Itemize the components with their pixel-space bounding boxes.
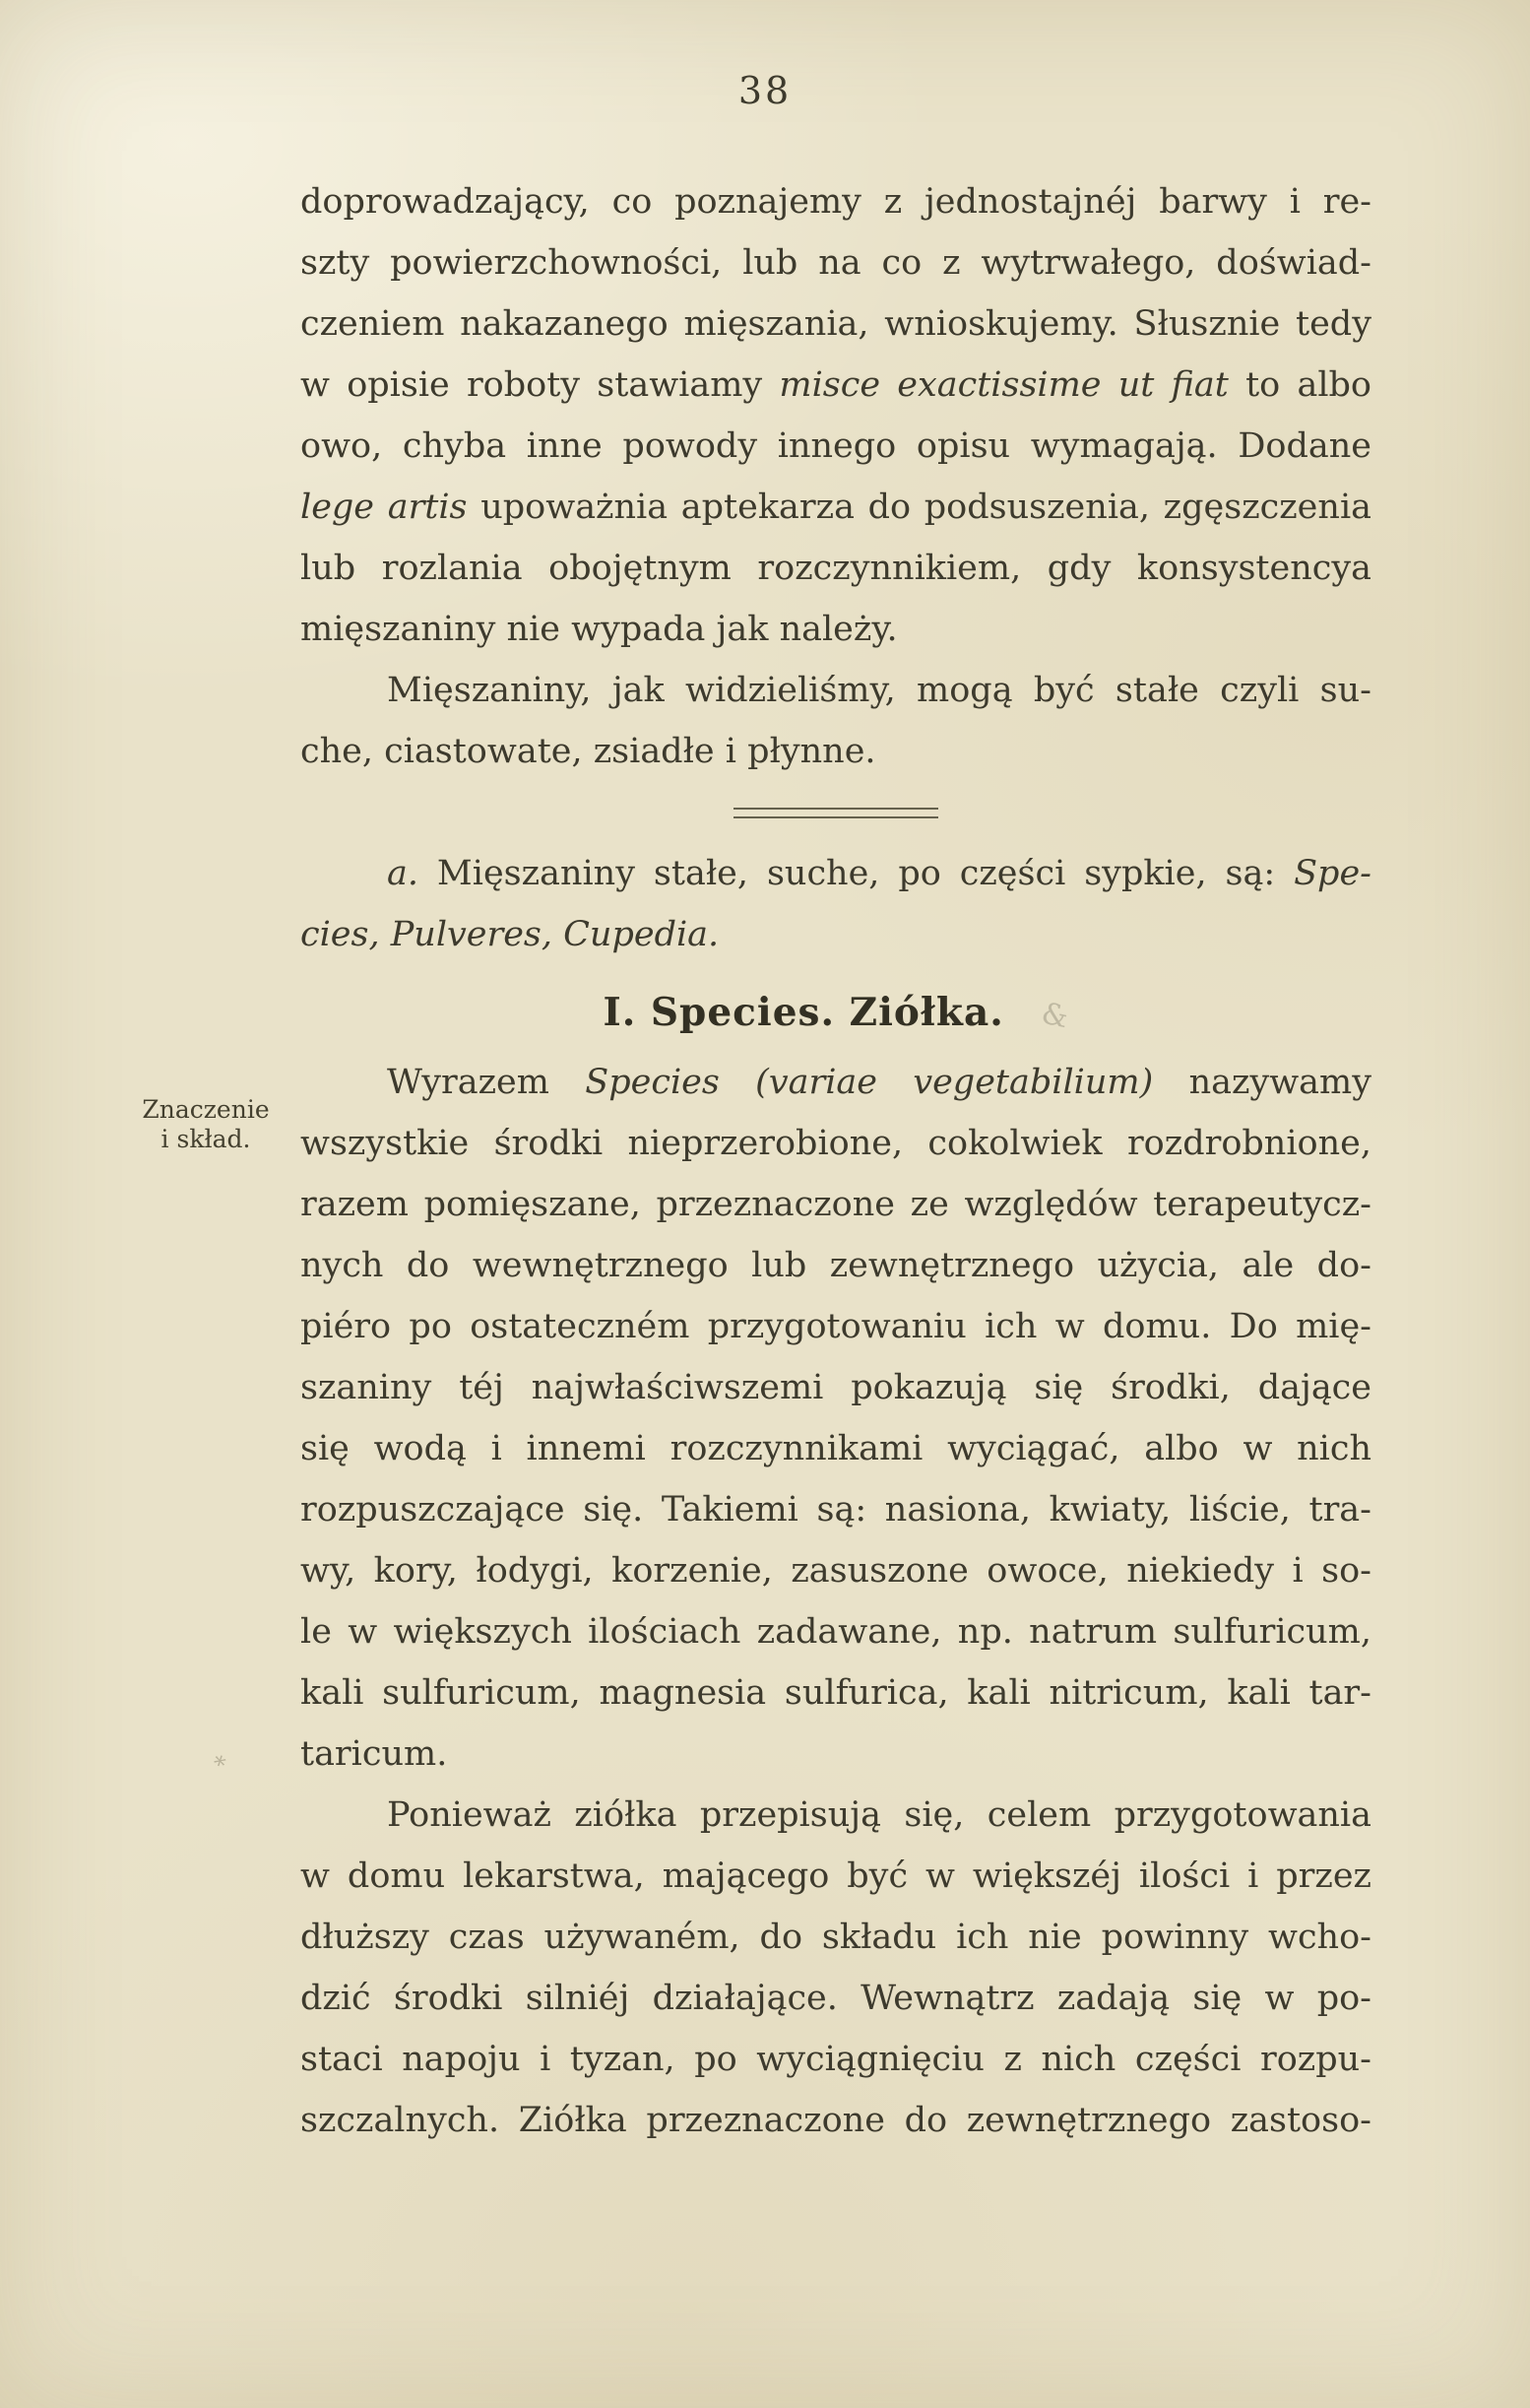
margin-smudge: * <box>208 1749 229 1781</box>
text-line <box>300 1357 1371 1418</box>
paragraph <box>300 843 1371 965</box>
text-segment: wszystkie środki nieprzerobione, cokolwiek rozdrobnione, <box>300 1124 1371 1163</box>
text-line <box>300 232 1371 293</box>
text-segment: upoważnia aptekarza do podsuszenia, zgęszczenia <box>467 488 1371 527</box>
text-line <box>300 355 1371 416</box>
ink-smudge: & <box>1038 996 1072 1036</box>
text-segment: kali sulfuricum, magnesia sulfurica, kali nitricum, kali tar- <box>300 1673 1371 1713</box>
text-line <box>300 1235 1371 1296</box>
paragraph <box>300 1052 1371 1785</box>
text-line <box>300 1785 1371 1846</box>
text-line <box>300 1479 1371 1540</box>
text-segment: Species (variae vegetabilium) <box>585 1063 1154 1102</box>
paragraph <box>300 1785 1371 2151</box>
text-line <box>300 1846 1371 1907</box>
text-segment: doprowadzający, co poznajemy z jednostajnéj barwy i re- <box>300 182 1371 222</box>
text-line <box>300 660 1371 721</box>
text-segment: Wyrazem <box>387 1063 586 1102</box>
text-segment: rozpuszczające się. Takiemi są: nasiona, kwiaty, liście, tra- <box>300 1490 1371 1529</box>
text-line <box>300 1907 1371 1968</box>
text-segment: szczalnych. Ziółka przeznaczone do zewnętrznego zastoso- <box>300 2101 1371 2140</box>
text-line <box>300 904 1371 965</box>
text-segment: się wodą i innemi rozczynnikami wyciągać, albo w nich <box>300 1429 1371 1468</box>
text-line <box>300 477 1371 538</box>
divider-rule <box>733 808 938 818</box>
text-line <box>300 1052 1371 1113</box>
text-line <box>300 2029 1371 2090</box>
text-segment: misce exactissime ut fiat <box>779 365 1229 405</box>
text-segment: che, ciastowate, zsiadłe i płynne. <box>300 732 876 771</box>
text-segment: nazywamy <box>1153 1063 1371 1102</box>
section-divider <box>300 782 1371 843</box>
paragraph <box>300 660 1371 782</box>
paragraph <box>300 171 1371 660</box>
text-segment: dłuższy czas używaném, do składu ich nie powinny wcho- <box>300 1918 1371 1957</box>
text-segment: dzić środki silniéj działające. Wewnątrz zadają się w po- <box>300 1979 1371 2018</box>
margin-note-line: Znaczenie <box>142 1095 270 1124</box>
text-segment: staci napoju i tyzan, po wyciągnięciu z nich części rozpu- <box>300 2040 1371 2079</box>
margin-note-line: i skład. <box>160 1125 251 1153</box>
text-line <box>300 171 1371 232</box>
text-segment: w opisie roboty stawiamy <box>300 365 780 405</box>
text-segment: mięszaniny nie wypada jak należy. <box>300 610 898 649</box>
text-line <box>300 293 1371 355</box>
section-heading <box>300 965 1371 1052</box>
text-segment: razem pomięszane, przeznaczone ze względów terapeutycz- <box>300 1185 1371 1224</box>
text-line <box>300 599 1371 660</box>
text-segment: w domu lekarstwa, mającego być w większéj ilości i przez <box>300 1856 1371 1896</box>
text-line <box>300 1601 1371 1662</box>
text-segment: Mięszaniny, jak widzieliśmy, mogą być stałe czyli su- <box>387 671 1371 710</box>
text-line <box>300 2090 1371 2151</box>
text-segment: le w większych ilościach zadawane, np. natrum sulfuricum, <box>300 1612 1371 1652</box>
text-line <box>300 416 1371 477</box>
text-line <box>300 1174 1371 1235</box>
text-line <box>300 1418 1371 1479</box>
text-segment: taricum. <box>300 1734 448 1774</box>
text-line <box>300 1968 1371 2029</box>
text-line <box>300 843 1371 904</box>
text-segment: lege artis <box>300 488 468 527</box>
text-line <box>300 1540 1371 1601</box>
text-segment: czeniem nakazanego mięszania, wnioskujemy. Słusznie tedy <box>300 304 1371 344</box>
margin-note <box>122 1095 289 1154</box>
text-line <box>300 721 1371 782</box>
text-block <box>300 171 1371 2151</box>
text-line <box>300 1662 1371 1724</box>
page-number: 38 <box>737 69 793 112</box>
text-line <box>300 1724 1371 1785</box>
text-segment: cies, Pulveres, Cupedia. <box>300 915 720 954</box>
text-segment: piéro po ostateczném przygotowaniu ich w domu. Do mię- <box>300 1307 1371 1346</box>
section-heading-text: I. Species. Ziółka. <box>603 990 1004 1035</box>
text-segment: nych do wewnętrznego lub zewnętrznego użycia, ale do- <box>300 1246 1371 1285</box>
text-segment: lub rozlania obojętnym rozczynnikiem, gdy konsystencya <box>300 549 1371 588</box>
text-segment: owo, chyba inne powody innego opisu wymagają. Dodane <box>300 426 1371 466</box>
text-line <box>300 1113 1371 1174</box>
text-segment: wy, kory, łodygi, korzenie, zasuszone owoce, niekiedy i so- <box>300 1551 1371 1591</box>
text-segment: szaniny téj najwłaściwszemi pokazują się środki, dające <box>300 1368 1371 1407</box>
text-segment: a. <box>387 854 418 893</box>
text-line <box>300 1296 1371 1357</box>
text-line <box>300 538 1371 599</box>
text-segment: Ponieważ ziółka przepisują się, celem przygotowania <box>387 1795 1371 1835</box>
text-segment: Spe- <box>1294 854 1371 893</box>
text-segment: szty powierzchowności, lub na co z wytrwałego, doświad- <box>300 243 1371 283</box>
text-segment: Mięszaniny stałe, suche, po części sypkie, są: <box>418 854 1295 893</box>
text-segment: to albo <box>1228 365 1371 405</box>
